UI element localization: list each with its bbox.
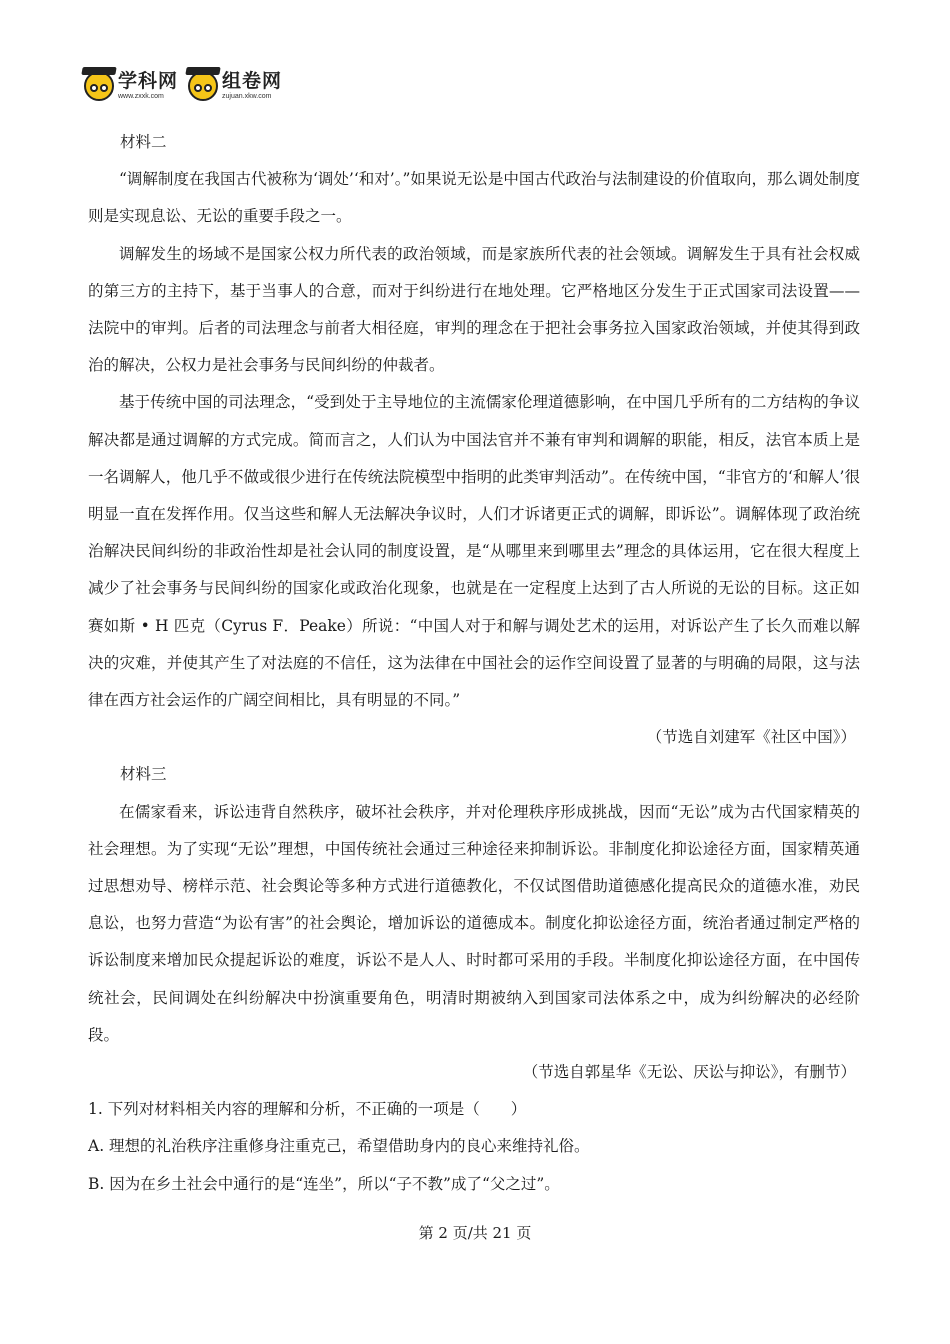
xuekewang-logo[interactable]	[84, 71, 178, 101]
paragraph: “调解制度在我国古代被称为‘调处’‘和对’。”如果说无讼是中国古代政治与法制建设的价值取向，那么调处制度则是实现息讼、无讼的重要手段之一。	[88, 170, 860, 226]
mascot-icon	[188, 71, 218, 101]
logo-url: www.zxxk.com	[118, 93, 164, 100]
source-citation: （节选自郭星华《无讼、厌讼与抑讼》，有删节）	[522, 1063, 856, 1082]
logo-url: zujuan.xkw.com	[222, 93, 272, 100]
material-heading: 材料三	[120, 765, 167, 784]
page-number: 第 2 页/共 21 页	[418, 1224, 532, 1242]
document-body	[88, 124, 860, 1203]
question-option: A. 理想的礼治秩序注重修身注重克己，希望借助身内的良心来维持礼俗。	[88, 1137, 590, 1156]
logo-title: 学科网	[118, 70, 179, 92]
question-option: B. 因为在乡土社会中通行的是“连坐”，所以“子不教”成了“父之过”。	[88, 1174, 560, 1193]
paragraph: 在儒家看来，诉讼违背自然秩序，破坏社会秩序，并对伦理秩序形成挑战，因而“无讼”成为古代国家精英的社会理想。为了实现“无讼”理想，中国传统社会通过三种途径来抑制诉讼。非制度化抑讼途径方面，国家精英通过思想劝导、榜样示范、社会舆论等多种方式进行道德教化，不仅试图借助道德感化提高民众的道德水准，劝民息讼，也努力营造“为讼有害”的社会舆论，增加诉讼的道德成本。制度化抑讼途径方面，统治者通过制定严格的诉讼制度来增加民众提起诉讼的难度，诉讼不是人人、时时都可采用的手段。半制度化抑讼途径方面，在中国传统社会，民间调处在纠纷解决中扮演重要角色，明清时期被纳入到国家司法体系之中，成为纠纷解决的必经阶段。	[88, 802, 860, 1044]
paragraph: 调解发生的场域不是国家公权力所代表的政治领域，而是家族所代表的社会领域。调解发生于具有社会权威的第三方的主持下，基于当事人的合意，而对于纠纷进行在地处理。它严格地区分发生于正式国家司法设置——法院中的审判。后者的司法理念与前者大相径庭，审判的理念在于把社会事务拉入国家政治领域，并使其得到政治的解决，公权力是社会事务与民间纠纷的仲裁者。	[88, 244, 860, 375]
zujuanwang-logo[interactable]	[188, 71, 282, 101]
material-heading: 材料二	[120, 133, 167, 151]
question-stem: 1. 下列对材料相关内容的理解和分析，不正确的一项是（ ）	[88, 1100, 527, 1119]
paragraph: 基于传统中国的司法理念，“受到处于主导地位的主流儒家伦理道德影响，在中国几乎所有的二方结构的争议解决都是通过调解的方式完成。简而言之，人们认为中国法官并不兼有审判和调解的职能，相反，法官本质上是一名调解人，他几乎不做或很少进行在传统法院模型中指明的此类审判活动”。在传统中国，“非官方的‘和解人’很明显一直在发挥作用。仅当这些和解人无法解决争议时，人们才诉诸更正式的调解，即诉讼”。调解体现了政治统治解决民间纠纷的非政治性却是社会认同的制度设置，是“从哪里来到哪里去”理念的具体运用，它在很大程度上减少了社会事务与民间纠纷的国家化或政治化现象，也就是在一定程度上达到了古人所说的无讼的目标。这正如赛如斯 • H 匹克（Cyrus F．Peake）所说：“中国人对于和解与调处艺术的运用，对诉讼产生了长久而难以解决的灾难，并使其产生了对法庭的不信任，这为法律在中国社会的运作空间设置了显著的与明确的局限，这与法律在西方社会运作的广阔空间相比，具有明显的不同。”	[88, 393, 860, 710]
mascot-icon	[84, 71, 114, 101]
logo-title: 组卷网	[222, 70, 283, 92]
header-logos	[84, 68, 282, 104]
source-citation: （节选自刘建军《社区中国》）	[646, 728, 856, 747]
